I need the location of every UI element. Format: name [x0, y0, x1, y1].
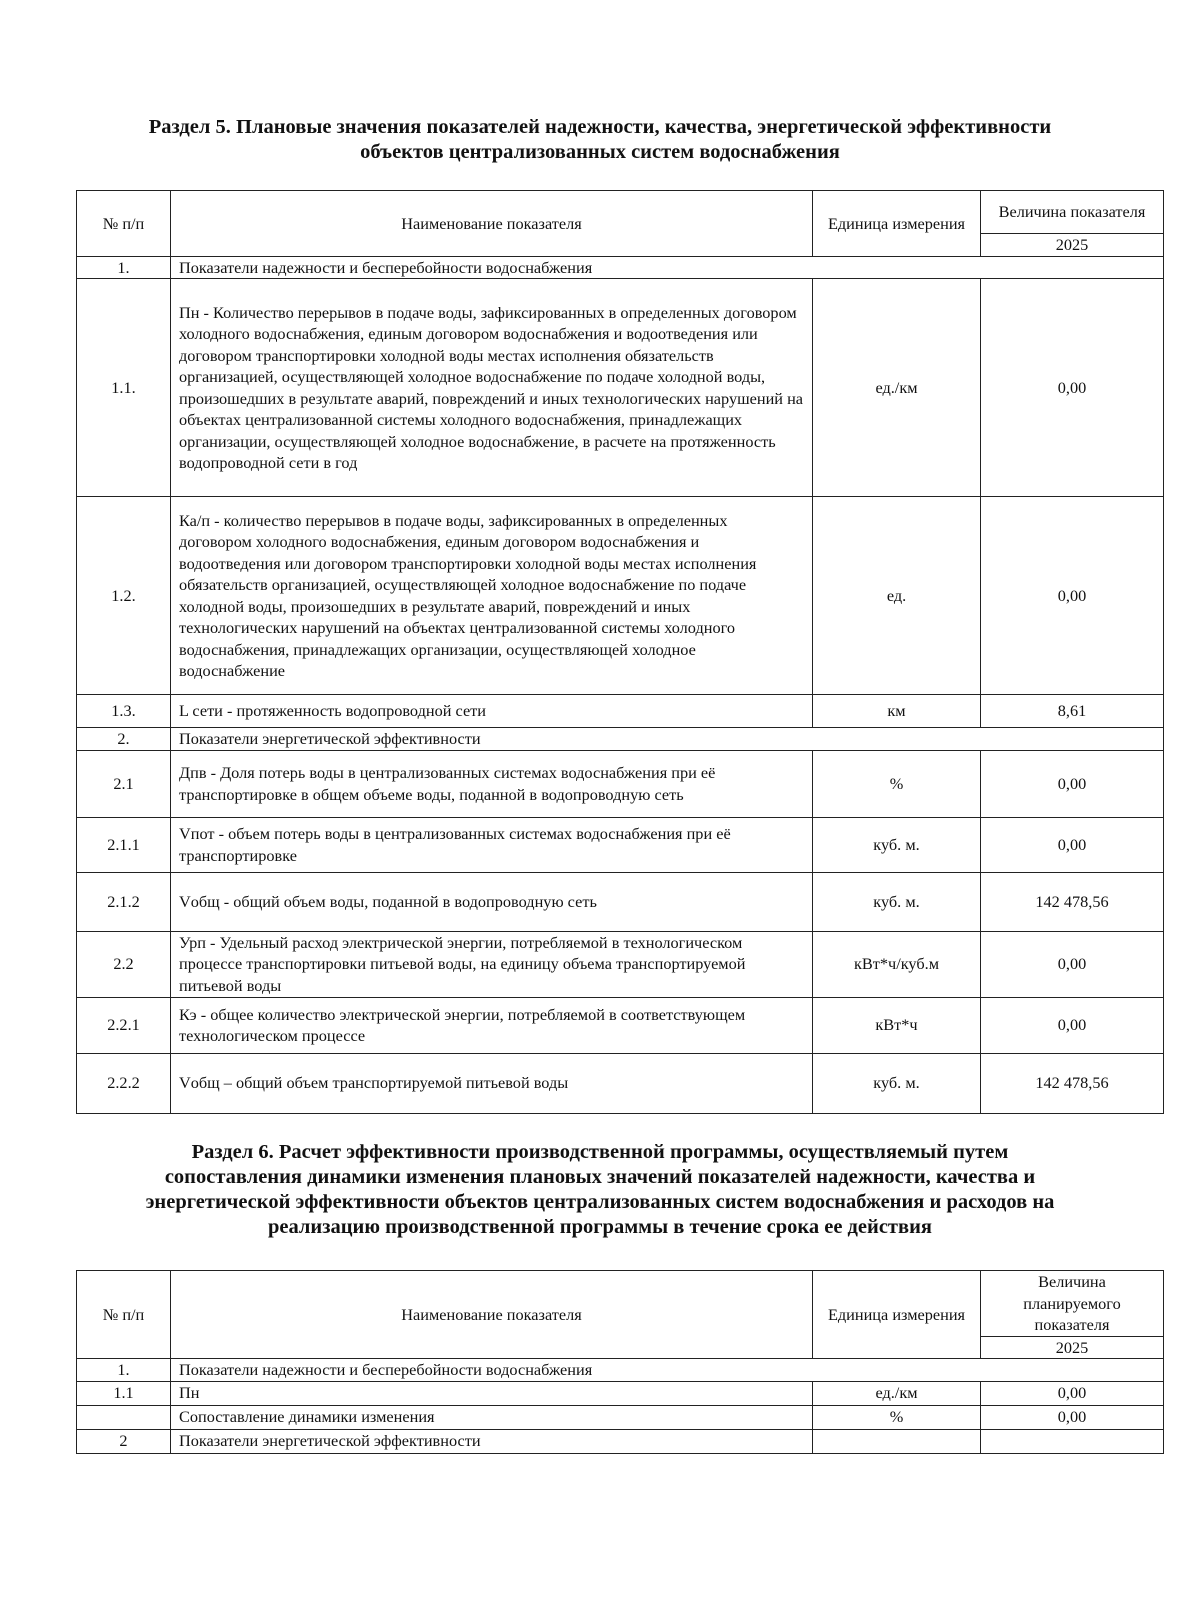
section6-table: [76, 1270, 1164, 1454]
row-num: 1.3.: [77, 695, 171, 728]
row-unit: [813, 1429, 981, 1453]
row-num: 2.1: [77, 750, 171, 817]
section5-title: [60, 115, 1140, 165]
row-value: 8,61: [981, 695, 1164, 728]
row-name: Показатели надежности и бесперебойности водоснабжения: [171, 1359, 1164, 1382]
section6-title-line4: реализацию производственной программы в течение срока ее действия: [268, 1216, 932, 1238]
table-row: [77, 497, 1164, 695]
row-unit: кВт*ч/куб.м: [813, 931, 981, 997]
header-value: Величина показателя: [981, 191, 1164, 234]
row-unit: ед./км: [813, 1381, 981, 1405]
row-name: Ка/п - количество перерывов в подаче воды, зафиксированных в определенных договором холодного водоснабжения, единым договором водоснабжения и водоотведения или договором транспортировки холодной воды местах исполнения обязательств организацией, осуществляющей холодное водоснабжение по подаче холодной воды, произошедших в результате аварий, повреждений и иных технологических нарушений на объектах централизованной системы холодного водоснабжения, принадлежащих организации, осуществляющей холодное водоснабжение: [171, 497, 813, 695]
row-num: 1.1.: [77, 279, 171, 497]
row-unit: ед./км: [813, 279, 981, 497]
row-num: 2.2.1: [77, 997, 171, 1053]
row-unit: куб. м.: [813, 872, 981, 931]
row-value: 0,00: [981, 1405, 1164, 1429]
header-name: Наименование показателя: [171, 191, 813, 257]
row-unit: км: [813, 695, 981, 728]
section5-title-line1: Раздел 5. Плановые значения показателей надежности, качества, энергетической эффективности: [148, 116, 1052, 138]
row-name: Урп - Удельный расход электрической энергии, потребляемой в технологическом процессе транспортировки питьевой воды, на единицу объема транспортируемой питьевой воды: [171, 931, 813, 997]
row-value: 142 478,56: [981, 872, 1164, 931]
row-num: 2: [77, 1429, 171, 1453]
row-num: 1.: [77, 1359, 171, 1382]
header-unit: Единица измерения: [813, 1271, 981, 1359]
table-row: [77, 1053, 1164, 1113]
row-name: Показатели энергетической эффективности: [171, 1429, 813, 1453]
row-unit: кВт*ч: [813, 997, 981, 1053]
section5-title-line2: объектов централизованных систем водоснабжения: [360, 141, 840, 163]
section6-title-line1: Раздел 6. Расчет эффективности производственной программы, осуществляемый путем: [191, 1141, 1009, 1163]
header-num: № п/п: [77, 191, 171, 257]
row-name: Vобщ – общий объем транспортируемой питьевой воды: [171, 1053, 813, 1113]
table-row: [77, 256, 1164, 279]
row-unit: %: [813, 1405, 981, 1429]
row-value: 142 478,56: [981, 1053, 1164, 1113]
row-value: 0,00: [981, 817, 1164, 872]
row-name: Дпв - Доля потерь воды в централизованных системах водоснабжения при её транспортировке в общем объеме воды, поданной в водопроводную сеть: [171, 750, 813, 817]
row-value: 0,00: [981, 497, 1164, 695]
row-name: Vобщ - общий объем воды, поданной в водопроводную сеть: [171, 872, 813, 931]
table-row: [77, 750, 1164, 817]
row-num: 2.1.1: [77, 817, 171, 872]
row-value: 0,00: [981, 1381, 1164, 1405]
row-unit: %: [813, 750, 981, 817]
header-num: № п/п: [77, 1271, 171, 1359]
header-unit: Единица измерения: [813, 191, 981, 257]
row-unit: куб. м.: [813, 817, 981, 872]
row-num: 1.2.: [77, 497, 171, 695]
section5-table: [76, 190, 1164, 1114]
row-num: 2.2: [77, 931, 171, 997]
row-name: Показатели энергетической эффективности: [171, 728, 1164, 751]
row-name: Пн - Количество перерывов в подаче воды, зафиксированных в определенных договором холодного водоснабжения, единым договором водоснабжения и водоотведения или договором транспортировки холодной воды местах исполнения обязательств организацией, осуществляющей холодное водоснабжение по подаче холодной воды, произошедших в результате аварий, повреждений и иных технологических нарушений на объектах централизованной системы холодного водоснабжения, принадлежащих организации, осуществляющей холодное водоснабжение, в расчете на протяженность водопроводной сети в год: [171, 279, 813, 497]
row-num: 2.2.2: [77, 1053, 171, 1113]
row-value: 0,00: [981, 931, 1164, 997]
row-value: [981, 1429, 1164, 1453]
section6-title-line2: сопоставления динамики изменения плановых значений показателей надежности, качества и: [164, 1166, 1036, 1188]
table-row: [77, 728, 1164, 751]
section6-title-line3: энергетической эффективности объектов централизованных систем водоснабжения и расходов на: [145, 1191, 1055, 1213]
row-name: Кэ - общее количество электрической энергии, потребляемой в соответствующем технологическом процессе: [171, 997, 813, 1053]
table-row: [77, 695, 1164, 728]
table-row: [77, 931, 1164, 997]
row-name: Показатели надежности и бесперебойности водоснабжения: [171, 256, 1164, 279]
header-year: 2025: [981, 234, 1164, 257]
row-name: Vпот - объем потерь воды в централизованных системах водоснабжения при её транспортировке: [171, 817, 813, 872]
table-row: [77, 1359, 1164, 1382]
row-num: 2.1.2: [77, 872, 171, 931]
row-name: Сопоставление динамики изменения: [171, 1405, 813, 1429]
table-row: [77, 279, 1164, 497]
row-unit: куб. м.: [813, 1053, 981, 1113]
row-num: 1.1: [77, 1381, 171, 1405]
row-name: L сети - протяженность водопроводной сети: [171, 695, 813, 728]
row-value: 0,00: [981, 750, 1164, 817]
row-value: 0,00: [981, 279, 1164, 497]
table-row: [77, 1429, 1164, 1453]
table-row: [77, 817, 1164, 872]
section6-title: [60, 1140, 1140, 1240]
row-unit: ед.: [813, 497, 981, 695]
table-row: [77, 997, 1164, 1053]
header-year: 2025: [981, 1336, 1164, 1359]
row-name: Пн: [171, 1381, 813, 1405]
row-num: [77, 1405, 171, 1429]
header-name: Наименование показателя: [171, 1271, 813, 1359]
row-num: 2.: [77, 728, 171, 751]
header-value: Величина планируемого показателя: [981, 1271, 1164, 1337]
row-num: 1.: [77, 256, 171, 279]
row-value: 0,00: [981, 997, 1164, 1053]
table-row: [77, 872, 1164, 931]
table-row: [77, 1405, 1164, 1429]
table-row: [77, 1381, 1164, 1405]
